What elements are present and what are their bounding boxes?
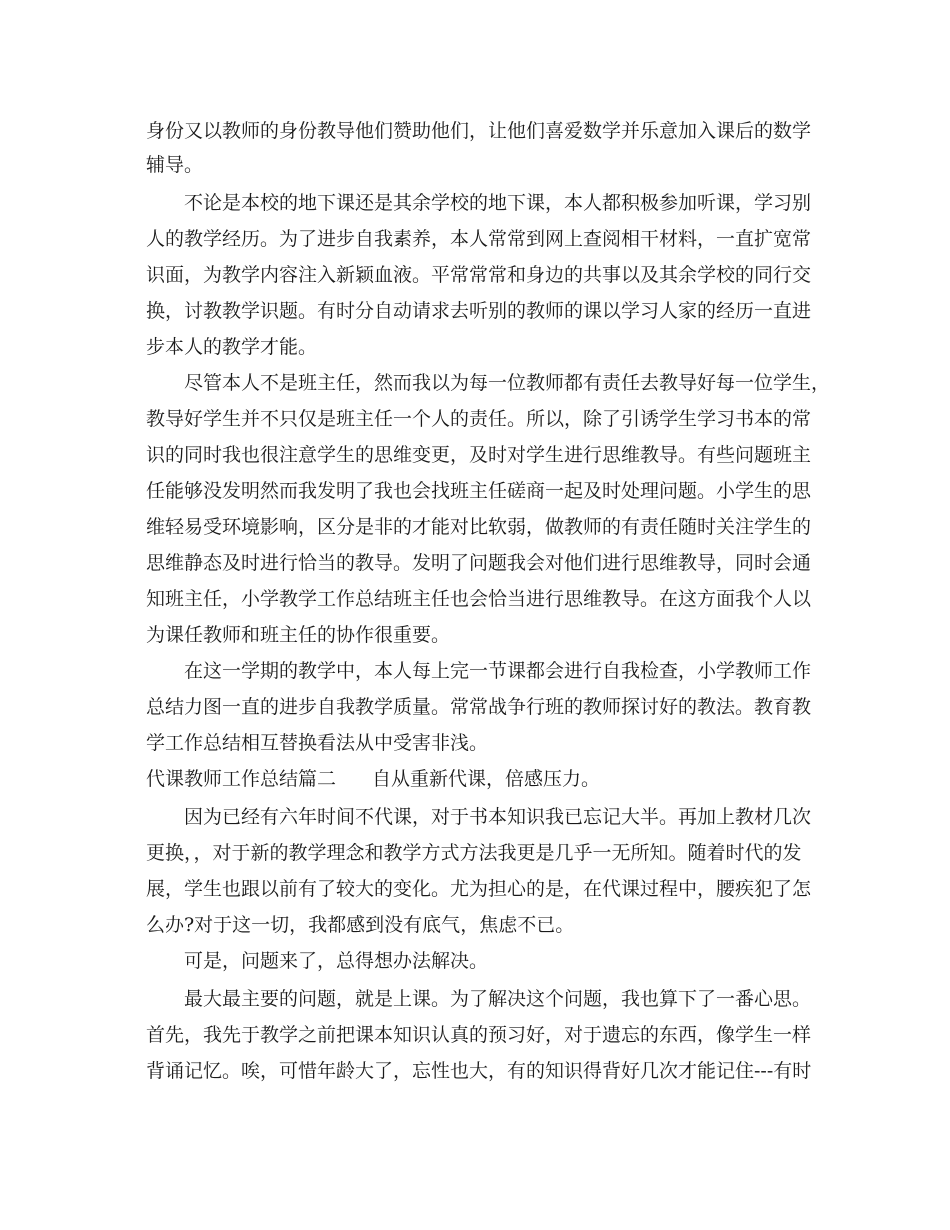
text-line: 总结力图一直的进步自我教学质量。常常战争行班的教师探讨好的教法。教育教 <box>146 696 812 718</box>
text-line: 知班主任，小学教学工作总结班主任也会恰当进行思维教导。在这方面我个人以 <box>146 588 812 610</box>
text-line: 识的同时我也很注意学生的思维变更，及时对学生进行思维教导。有些问题班主 <box>146 444 812 466</box>
text-line: 为课任教师和班主任的协作很重要。 <box>146 624 451 646</box>
text-line: 教导好学生并不只仅是班主任一个人的责任。所以，除了引诱学生学习书本的常 <box>146 408 812 430</box>
text-line: 更换，，对于新的教学理念和教学方式方法我更是几乎一无所知。随着时代的发 <box>146 842 802 864</box>
text-line: 人的教学经历。为了进步自我素养，本人常常到网上查阅相干材料，一直扩宽常 <box>146 228 812 250</box>
text-line: 步本人的教学才能。 <box>146 336 318 358</box>
text-line: 学工作总结相互替换看法从中受害非浅。 <box>146 732 489 754</box>
text-line: 辅导。 <box>146 154 204 176</box>
section-heading-text: 自从重新代课，倍感压力。 <box>372 768 601 790</box>
text-line: 么办?对于这一切，我都感到没有底气，焦虑不已。 <box>146 914 575 936</box>
text-line: 首先，我先于教学之前把课本知识认真的预习好，对于遗忘的东西，像学生一样 <box>146 1024 812 1046</box>
text-line: 不论是本校的地下课还是其余学校的地下课，本人都积极参加听课，学习别 <box>184 192 812 214</box>
text-line: 因为已经有六年时间不代课，对于书本知识我已忘记大半。再加上教材几次 <box>184 806 812 828</box>
text-line: 最大最主要的问题，就是上课。为了解决这个问题，我也算下了一番心思。 <box>184 988 812 1010</box>
text-line: 任能够没发明然而我发明了我也会找班主任磋商一起及时处理问题。小学生的思 <box>146 480 812 502</box>
text-line: 识面，为教学内容注入新颖血液。平常常常和身边的共事以及其余学校的同行交 <box>146 264 812 286</box>
text-line: 换，讨教教学识题。有时分自动请求去听别的教师的课以学习人家的经历一直进 <box>146 300 812 322</box>
text-line: 可是，问题来了，总得想办法解决。 <box>184 950 489 972</box>
section-heading <box>146 762 600 796</box>
section-heading-title: 代课教师工作总结篇二 <box>146 768 337 790</box>
text-line: 在这一学期的教学中，本人每上完一节课都会进行自我检查，小学教师工作 <box>184 660 812 682</box>
text-line: 身份又以教师的身份教导他们赞助他们，让他们喜爱数学并乐意加入课后的数学 <box>146 120 812 142</box>
text-line: 尽管本人不是班主任，然而我以为每一位教师都有责任去教导好每一位学生， <box>184 372 831 394</box>
text-line: 维轻易受环境影响，区分是非的才能对比软弱，做教师的有责任随时关注学生的 <box>146 516 812 538</box>
text-line: 展，学生也跟以前有了较大的变化。尤为担心的是，在代课过程中，腰疾犯了怎 <box>146 878 812 900</box>
text-line: 背诵记忆。唉，可惜年龄大了，忘性也大，有的知识得背好几次才能记住---有时 <box>146 1060 812 1082</box>
text-line: 思维静态及时进行恰当的教导。发明了问题我会对他们进行思维教导，同时会通 <box>146 552 812 574</box>
